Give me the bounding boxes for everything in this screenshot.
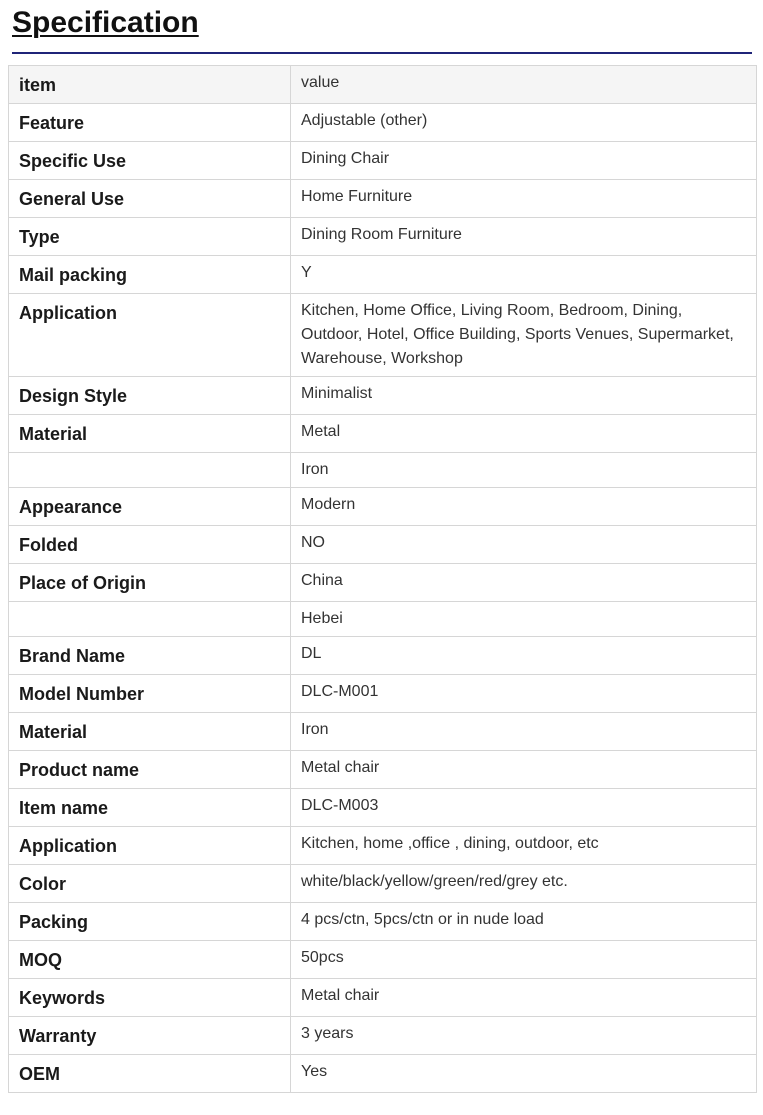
table-row — [9, 564, 757, 602]
spec-value: DL — [291, 637, 757, 675]
table-row — [9, 142, 757, 180]
spec-key: Packing — [9, 903, 291, 941]
specification-table — [8, 65, 757, 1093]
spec-value: Metal chair — [291, 751, 757, 789]
spec-value: 3 years — [291, 1017, 757, 1055]
spec-value: DLC-M003 — [291, 789, 757, 827]
spec-key: Application — [9, 294, 291, 377]
spec-value: Iron — [291, 713, 757, 751]
title-divider — [12, 52, 752, 54]
table-row — [9, 789, 757, 827]
spec-key: OEM — [9, 1055, 291, 1093]
spec-value: white/black/yellow/green/red/grey etc. — [291, 865, 757, 903]
table-row — [9, 1017, 757, 1055]
spec-value: Kitchen, home ,office , dining, outdoor, etc — [291, 827, 757, 865]
spec-key: Warranty — [9, 1017, 291, 1055]
table-row — [9, 713, 757, 751]
spec-value: Metal — [291, 415, 757, 453]
spec-key: Product name — [9, 751, 291, 789]
spec-value: China — [291, 564, 757, 602]
spec-key: Brand Name — [9, 637, 291, 675]
table-row — [9, 903, 757, 941]
table-header-row — [9, 66, 757, 104]
table-row — [9, 827, 757, 865]
spec-value: Iron — [291, 453, 757, 488]
spec-value: Adjustable (other) — [291, 104, 757, 142]
table-row — [9, 180, 757, 218]
page-title: Specification — [12, 6, 199, 39]
spec-key: Appearance — [9, 488, 291, 526]
table-row — [9, 104, 757, 142]
spec-value: Modern — [291, 488, 757, 526]
spec-key: MOQ — [9, 941, 291, 979]
table-row — [9, 488, 757, 526]
table-row — [9, 637, 757, 675]
table-row — [9, 526, 757, 564]
spec-key — [9, 602, 291, 637]
table-row — [9, 256, 757, 294]
spec-key: Type — [9, 218, 291, 256]
spec-key: Item name — [9, 789, 291, 827]
table-row — [9, 377, 757, 415]
spec-value: Hebei — [291, 602, 757, 637]
table-row — [9, 979, 757, 1017]
table-row — [9, 941, 757, 979]
spec-key: Folded — [9, 526, 291, 564]
spec-value: Dining Chair — [291, 142, 757, 180]
spec-value: Metal chair — [291, 979, 757, 1017]
spec-value: 4 pcs/ctn, 5pcs/ctn or in nude load — [291, 903, 757, 941]
spec-value: Yes — [291, 1055, 757, 1093]
spec-key — [9, 453, 291, 488]
spec-key: Place of Origin — [9, 564, 291, 602]
spec-value: Kitchen, Home Office, Living Room, Bedroom, Dining, Outdoor, Hotel, Office Building, Sports Venues, Supermarket, Warehouse, Workshop — [291, 294, 757, 377]
spec-value: Home Furniture — [291, 180, 757, 218]
spec-value: NO — [291, 526, 757, 564]
spec-key: Material — [9, 415, 291, 453]
spec-key: Design Style — [9, 377, 291, 415]
spec-value: 50pcs — [291, 941, 757, 979]
header-item-cell: item — [9, 66, 291, 104]
spec-key: Feature — [9, 104, 291, 142]
spec-key: Mail packing — [9, 256, 291, 294]
spec-value: DLC-M001 — [291, 675, 757, 713]
spec-key: Material — [9, 713, 291, 751]
table-row — [9, 415, 757, 453]
spec-key: Specific Use — [9, 142, 291, 180]
table-row — [9, 453, 757, 488]
table-row — [9, 602, 757, 637]
spec-key: General Use — [9, 180, 291, 218]
table-row — [9, 865, 757, 903]
spec-key: Application — [9, 827, 291, 865]
table-row — [9, 675, 757, 713]
spec-value: Y — [291, 256, 757, 294]
table-row — [9, 294, 757, 377]
spec-key: Color — [9, 865, 291, 903]
spec-value: Dining Room Furniture — [291, 218, 757, 256]
header-value-cell: value — [291, 66, 757, 104]
table-row — [9, 1055, 757, 1093]
table-row — [9, 218, 757, 256]
table-row — [9, 751, 757, 789]
spec-key: Keywords — [9, 979, 291, 1017]
spec-value: Minimalist — [291, 377, 757, 415]
spec-key: Model Number — [9, 675, 291, 713]
